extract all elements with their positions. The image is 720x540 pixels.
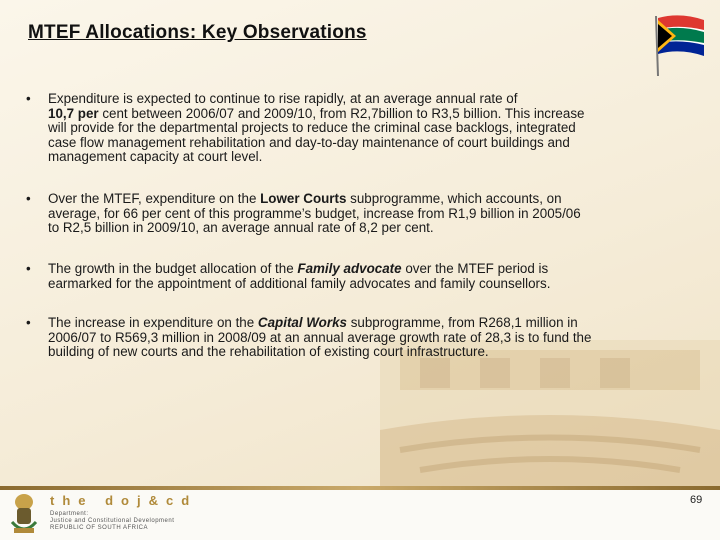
bullet-line: [48, 316, 702, 331]
bullet-line: [48, 92, 702, 107]
bullet-line: [48, 192, 702, 207]
bullet-line: [48, 121, 702, 136]
slide-title: MTEF Allocations: Key Observations: [28, 22, 367, 43]
department-name: [50, 511, 174, 532]
text-run: to R2,5 billion in 2009/10, an average annual rate of 8,2 per cent.: [48, 220, 434, 236]
bullet-dot: •: [26, 261, 31, 276]
text-run: building of new courts and the rehabilitation of existing court infrastructure.: [48, 344, 489, 360]
text-run: Capital Works: [257, 315, 347, 330]
coat-of-arms-icon: [8, 492, 40, 536]
text-run: Family advocate: [297, 261, 402, 276]
text-run: over the MTEF period is: [401, 261, 549, 276]
south-africa-flag-icon: [650, 10, 708, 78]
bullet-item: [22, 316, 702, 360]
text-run: The increase in expenditure on the: [48, 315, 258, 330]
text-run: cent between 2006/07 and 2009/10, from R2,7billion to R3,5 billion. This increase: [98, 105, 585, 121]
text-run: 10,7 per: [48, 105, 99, 121]
bullet-dot: •: [26, 191, 31, 206]
bullet-line: [48, 136, 702, 151]
bullet-line: [48, 345, 702, 360]
text-run: average, for 66 per cent of this programme’s budget, increase from R1,9 billion in 2005/06: [48, 205, 581, 221]
text-run: The growth in the budget allocation of the: [48, 261, 298, 276]
bullet-dot: •: [26, 315, 31, 330]
dept-line: Department:: [50, 511, 89, 517]
bullet-line: [48, 207, 702, 222]
bullet-line: [48, 221, 702, 236]
text-run: subprogramme, which accounts, on: [346, 191, 562, 206]
bullet-line: [48, 150, 702, 165]
bullet-line: [48, 107, 702, 122]
bullet-item: [22, 92, 702, 165]
text-run: case flow management rehabilitation and day-to-day maintenance of court buildings and: [48, 134, 570, 150]
text-run: Expenditure is expected to continue to rise rapidly, at an average annual rate of: [48, 91, 518, 106]
text-run: will provide for the departmental projects to reduce the criminal case backlogs, integrated: [48, 120, 576, 136]
bullet-line: [48, 262, 702, 277]
dept-line: REPUBLIC OF SOUTH AFRICA: [50, 525, 149, 531]
dept-line: Justice and Constitutional Development: [50, 518, 175, 524]
bullet-line: [48, 277, 702, 292]
text-run: 2006/07 to R569,3 million in 2008/09 at an annual average growth rate of 28,3 is to fund the: [48, 329, 592, 345]
text-run: earmarked for the appointment of additional family advocates and family counsellors.: [48, 275, 551, 291]
text-run: subprogramme, from R268,1 million in: [346, 315, 578, 330]
text-run: Over the MTEF, expenditure on the: [48, 191, 261, 206]
brand-name: the doj&cd: [50, 493, 198, 508]
bullet-item: [22, 192, 702, 236]
bullet-item: [22, 262, 702, 291]
bullet-dot: •: [26, 91, 31, 106]
courtroom-watermark: [380, 340, 720, 490]
text-run: Lower Courts: [260, 191, 347, 206]
bullet-line: [48, 331, 702, 346]
page-number: 69: [690, 494, 703, 506]
text-run: management capacity at court level.: [48, 149, 263, 165]
